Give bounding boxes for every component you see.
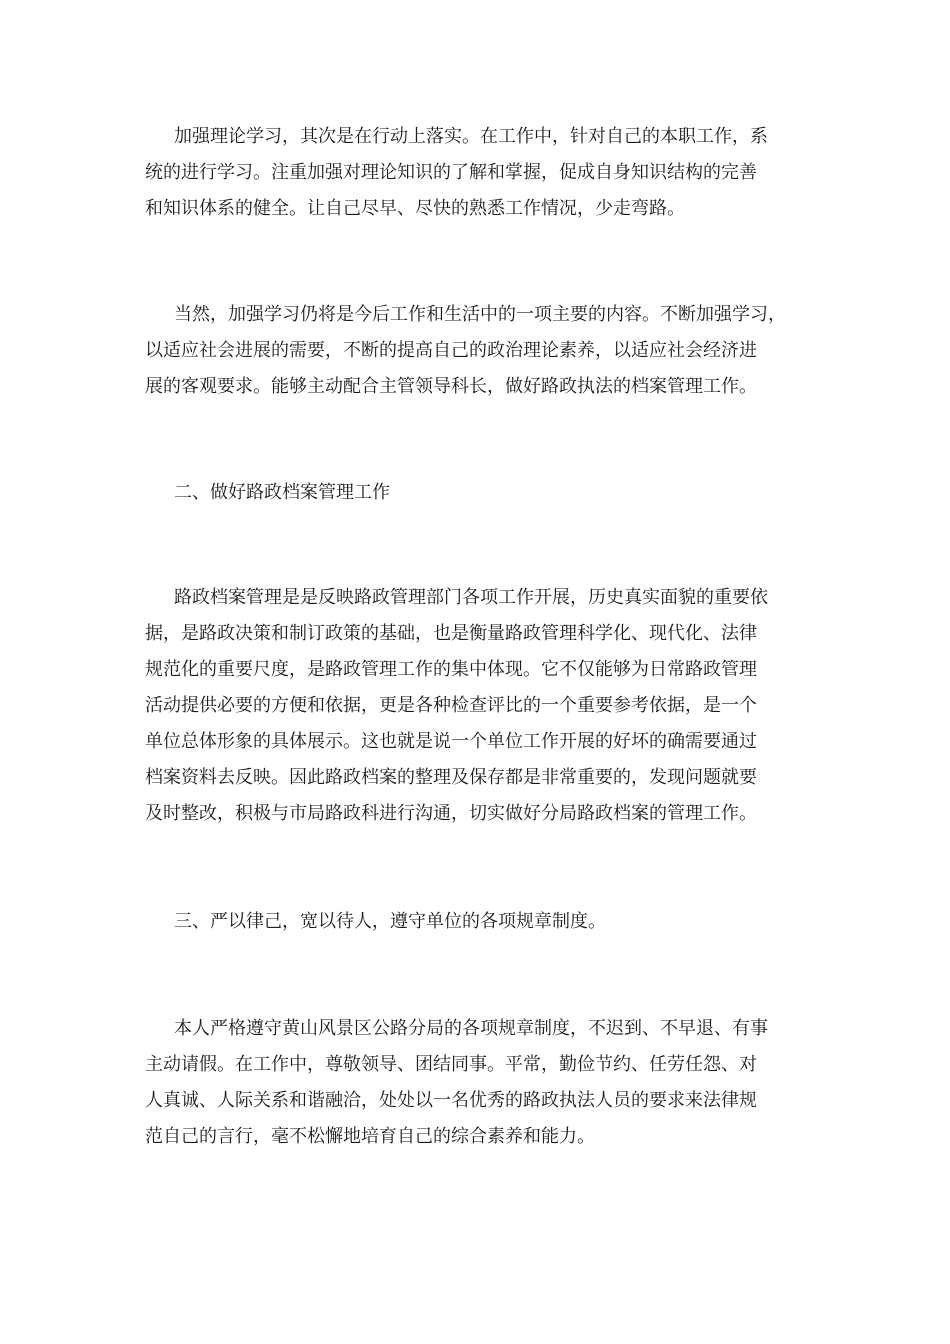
paragraph-archive-management: [145, 580, 810, 832]
text-line: 范自己的言行，毫不松懈地培育自己的综合素养和能力。: [145, 1126, 595, 1147]
section-heading-self-discipline: 三、严以律己，宽以待人，遵守单位的各项规章制度。: [174, 911, 606, 932]
paragraph-continued-study: [145, 297, 810, 405]
text-line: 单位总体形象的具体展示。这也就是说一个单位工作开展的好坏的确需要通过: [145, 731, 757, 752]
text-line: 本人严格遵守黄山风景区公路分局的各项规章制度，不迟到、不早退、有事: [174, 1018, 768, 1039]
text-line: 当然，加强学习仍将是今后工作和生活中的一项主要的内容。不断加强学习，: [174, 304, 786, 325]
text-line: 和知识体系的健全。让自己尽早、尽快的熟悉工作情况，少走弯路。: [145, 198, 685, 219]
text-line: 规范化的重要尺度，是路政管理工作的集中体现。它不仅能够为日常路政管理: [145, 659, 757, 680]
text-line: 展的客观要求。能够主动配合主管领导科长，做好路政执法的档案管理工作。: [145, 376, 757, 397]
paragraph-theory-study: [145, 119, 810, 227]
paragraph-rules-compliance: [145, 1011, 810, 1155]
text-line: 加强理论学习，其次是在行动上落实。在工作中，针对自己的本职工作，系: [174, 126, 768, 147]
text-line: 统的进行学习。注重加强对理论知识的了解和掌握，促成自身知识结构的完善: [145, 162, 757, 183]
text-line: 以适应社会进展的需要，不断的提高自己的政治理论素养，以适应社会经济进: [145, 340, 757, 361]
section-heading-archive-management: 二、做好路政档案管理工作: [174, 482, 390, 503]
text-line: 人真诚、人际关系和谐融洽，处处以一名优秀的路政执法人员的要求来法律规: [145, 1090, 757, 1111]
text-line: 主动请假。在工作中，尊敬领导、团结同事。平常，勤俭节约、任劳任怨、对: [145, 1054, 757, 1075]
text-line: 档案资料去反映。因此路政档案的整理及保存都是非常重要的，发现问题就要: [145, 767, 757, 788]
text-line: 活动提供必要的方便和依据，更是各种检查评比的一个重要参考依据，是一个: [145, 695, 757, 716]
text-line: 据，是路政决策和制订政策的基础，也是衡量路政管理科学化、现代化、法律: [145, 623, 757, 644]
text-line: 及时整改，积极与市局路政科进行沟通，切实做好分局路政档案的管理工作。: [145, 803, 757, 824]
text-line: 路政档案管理是是反映路政管理部门各项工作开展，历史真实面貌的重要依: [174, 587, 768, 608]
